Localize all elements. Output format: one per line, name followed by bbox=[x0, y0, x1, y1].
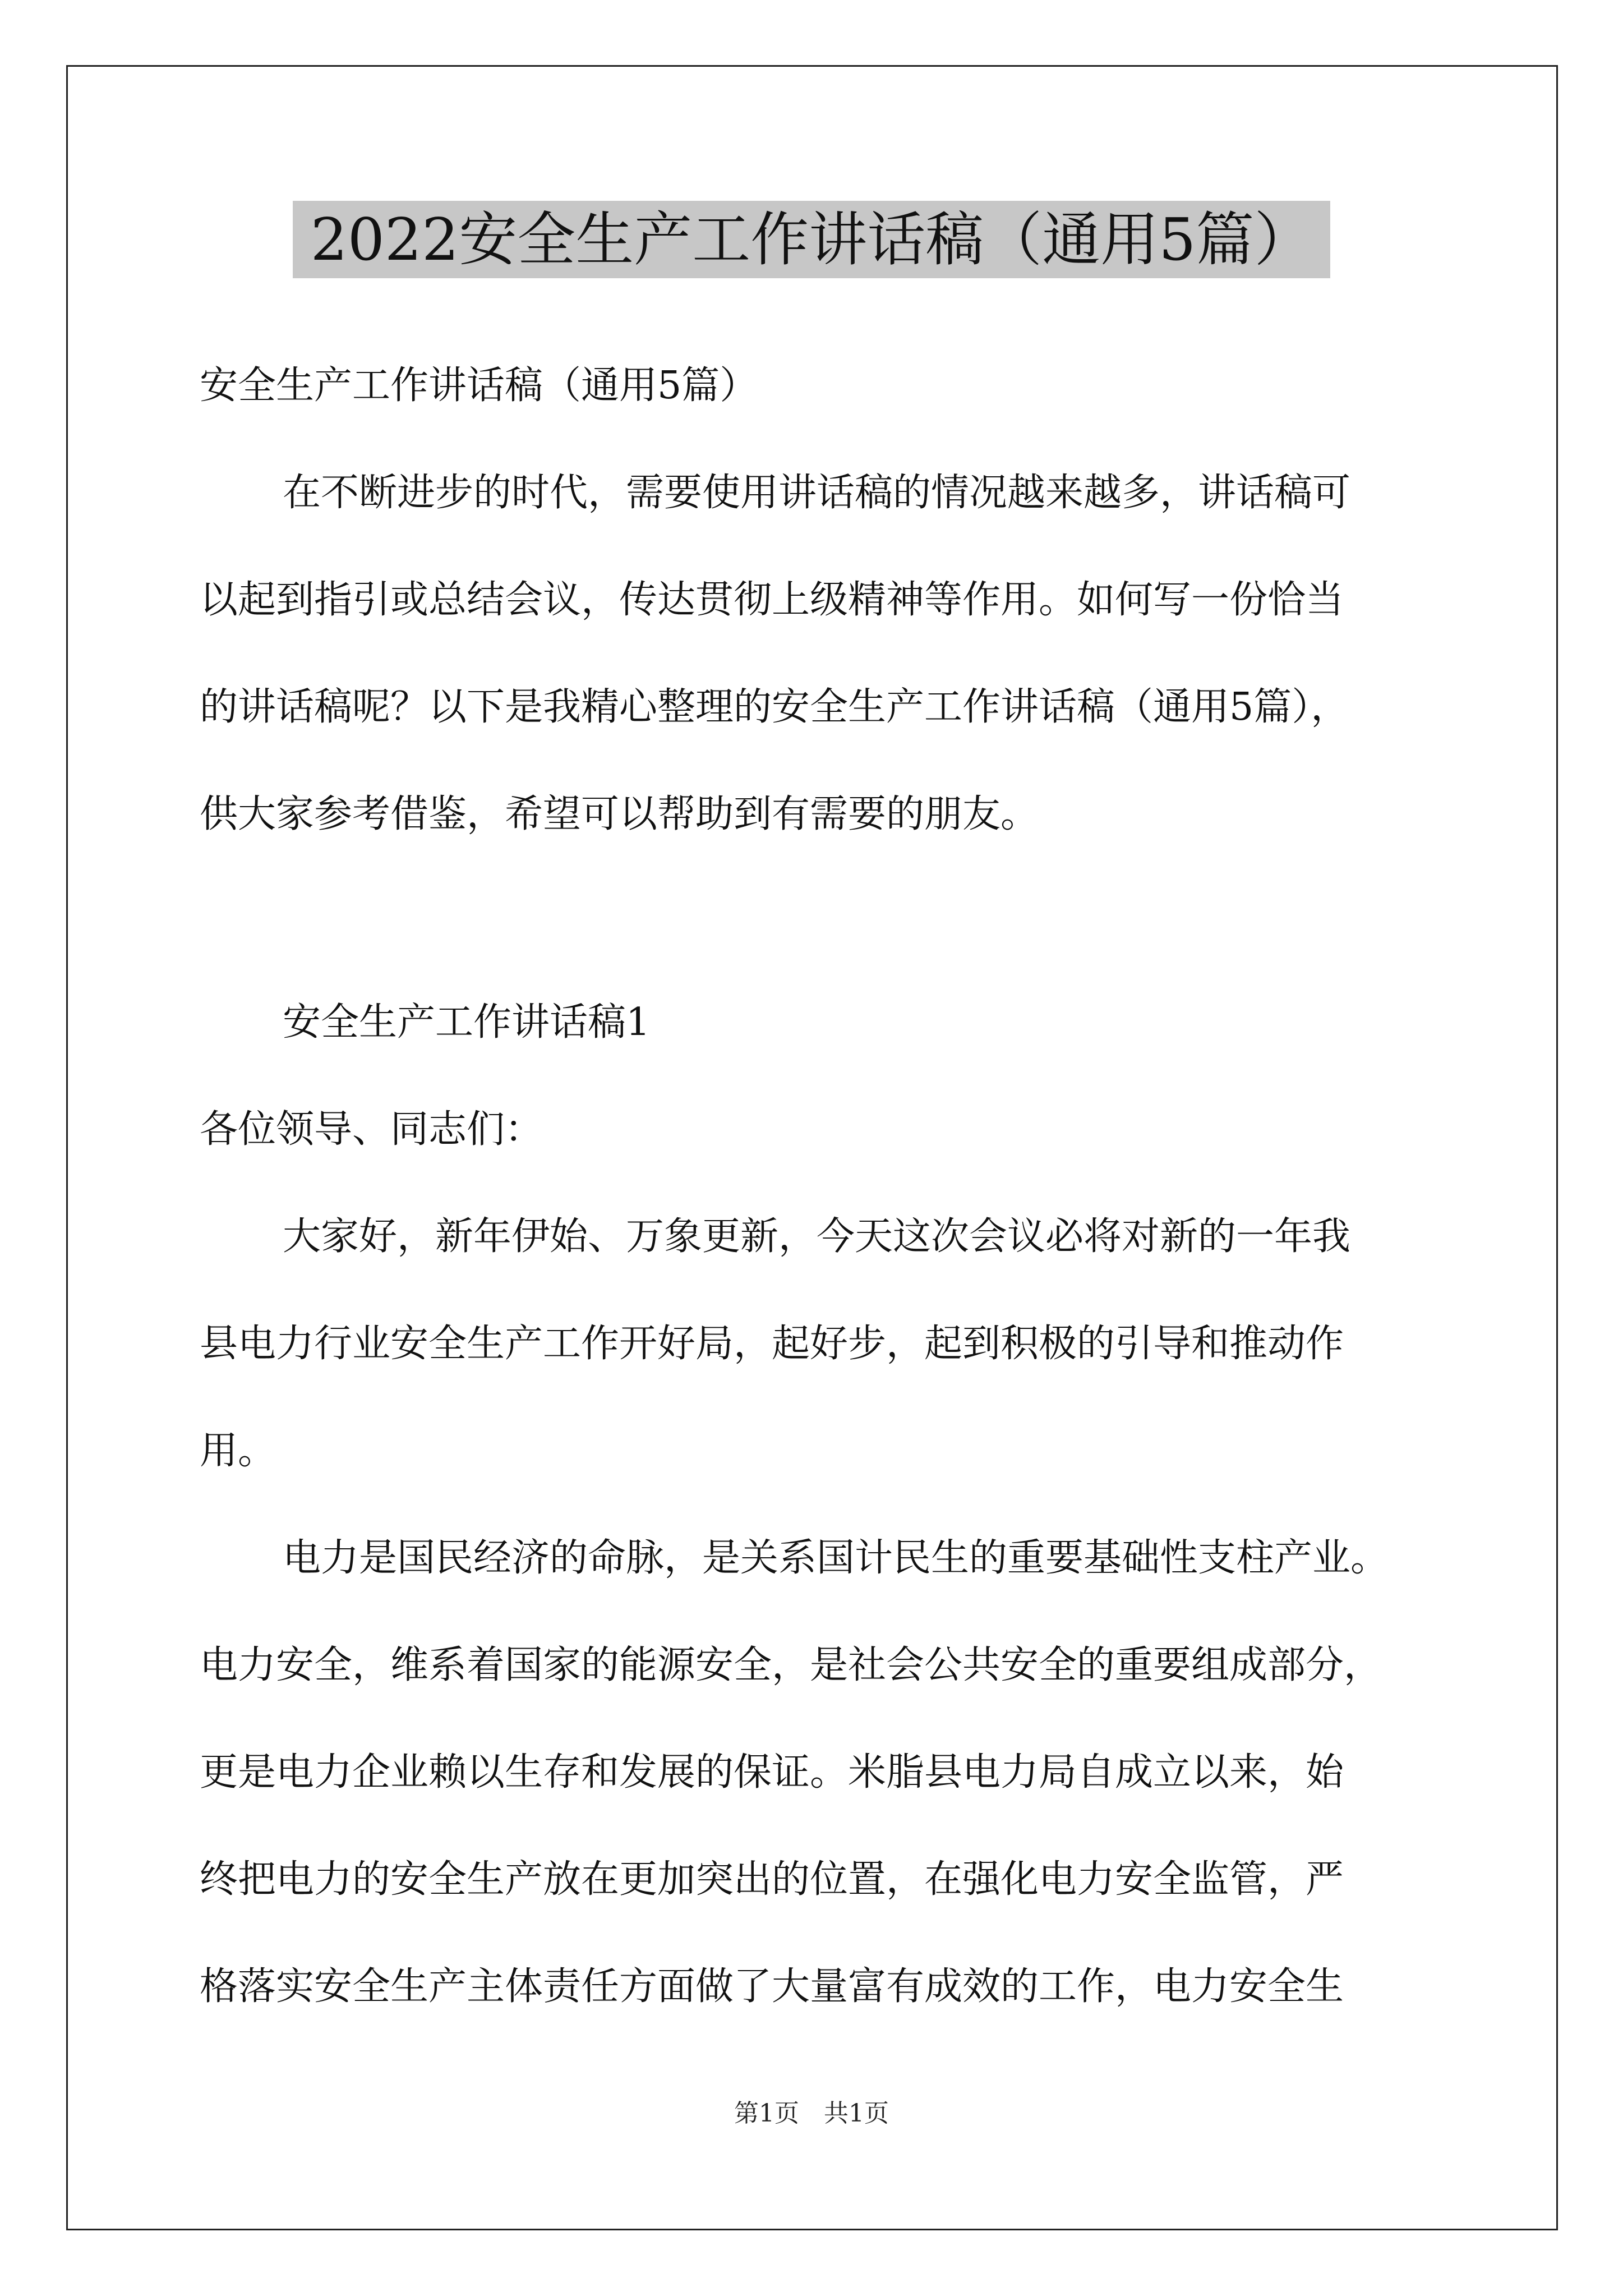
document-subtitle bbox=[200, 332, 1450, 439]
intro-paragraph bbox=[200, 439, 1450, 868]
salutation bbox=[200, 1076, 1450, 1183]
text-line: 终把电力的安全生产放在更加突出的位置，在强化电力安全监管，严 bbox=[200, 1857, 1344, 1902]
text-line: 以起到指引或总结会议，传达贯彻上级精神等作用。如何写一份恰当 bbox=[200, 578, 1344, 622]
document-title: 2022安全生产工作讲话稿（通用5篇） bbox=[293, 201, 1330, 278]
subtitle-line: 安全生产工作讲话稿（通用5篇） bbox=[200, 364, 758, 408]
text-line: 格落实安全生产主体责任方面做了大量富有成效的工作，电力安全生 bbox=[200, 1964, 1344, 2009]
section-heading-text: 安全生产工作讲话稿1 bbox=[283, 1000, 651, 1045]
section-heading bbox=[200, 969, 1450, 1076]
text-line: 更是电力企业赖以生存和发展的保证。米脂县电力局自成立以来，始 bbox=[200, 1750, 1344, 1795]
text-line: 县电力行业安全生产工作开好局，起好步，起到积极的引导和推动作 bbox=[200, 1322, 1344, 1366]
text-line: 用。 bbox=[200, 1429, 276, 1473]
text-line: 在不断进步的时代，需要使用讲话稿的情况越来越多，讲话稿可 bbox=[283, 471, 1351, 515]
text-line: 电力是国民经济的命脉，是关系国计民生的重要基础性支柱产业。 bbox=[283, 1536, 1389, 1580]
page-footer: 第1页 共1页 bbox=[734, 2099, 889, 2128]
text-line: 电力安全，维系着国家的能源安全，是社会公共安全的重要组成部分， bbox=[200, 1643, 1382, 1687]
text-line: 的讲话稿呢？以下是我精心整理的安全生产工作讲话稿（通用5篇）， bbox=[200, 685, 1349, 729]
body-paragraph-2 bbox=[200, 1504, 1450, 2040]
salutation-text: 各位领导、同志们： bbox=[200, 1107, 543, 1152]
text-line: 大家好，新年伊始、万象更新，今天这次会议必将对新的一年我 bbox=[283, 1214, 1351, 1259]
body-paragraph-1 bbox=[200, 1183, 1450, 1504]
text-line: 供大家参考借鉴，希望可以帮助到有需要的朋友。 bbox=[200, 792, 1039, 836]
